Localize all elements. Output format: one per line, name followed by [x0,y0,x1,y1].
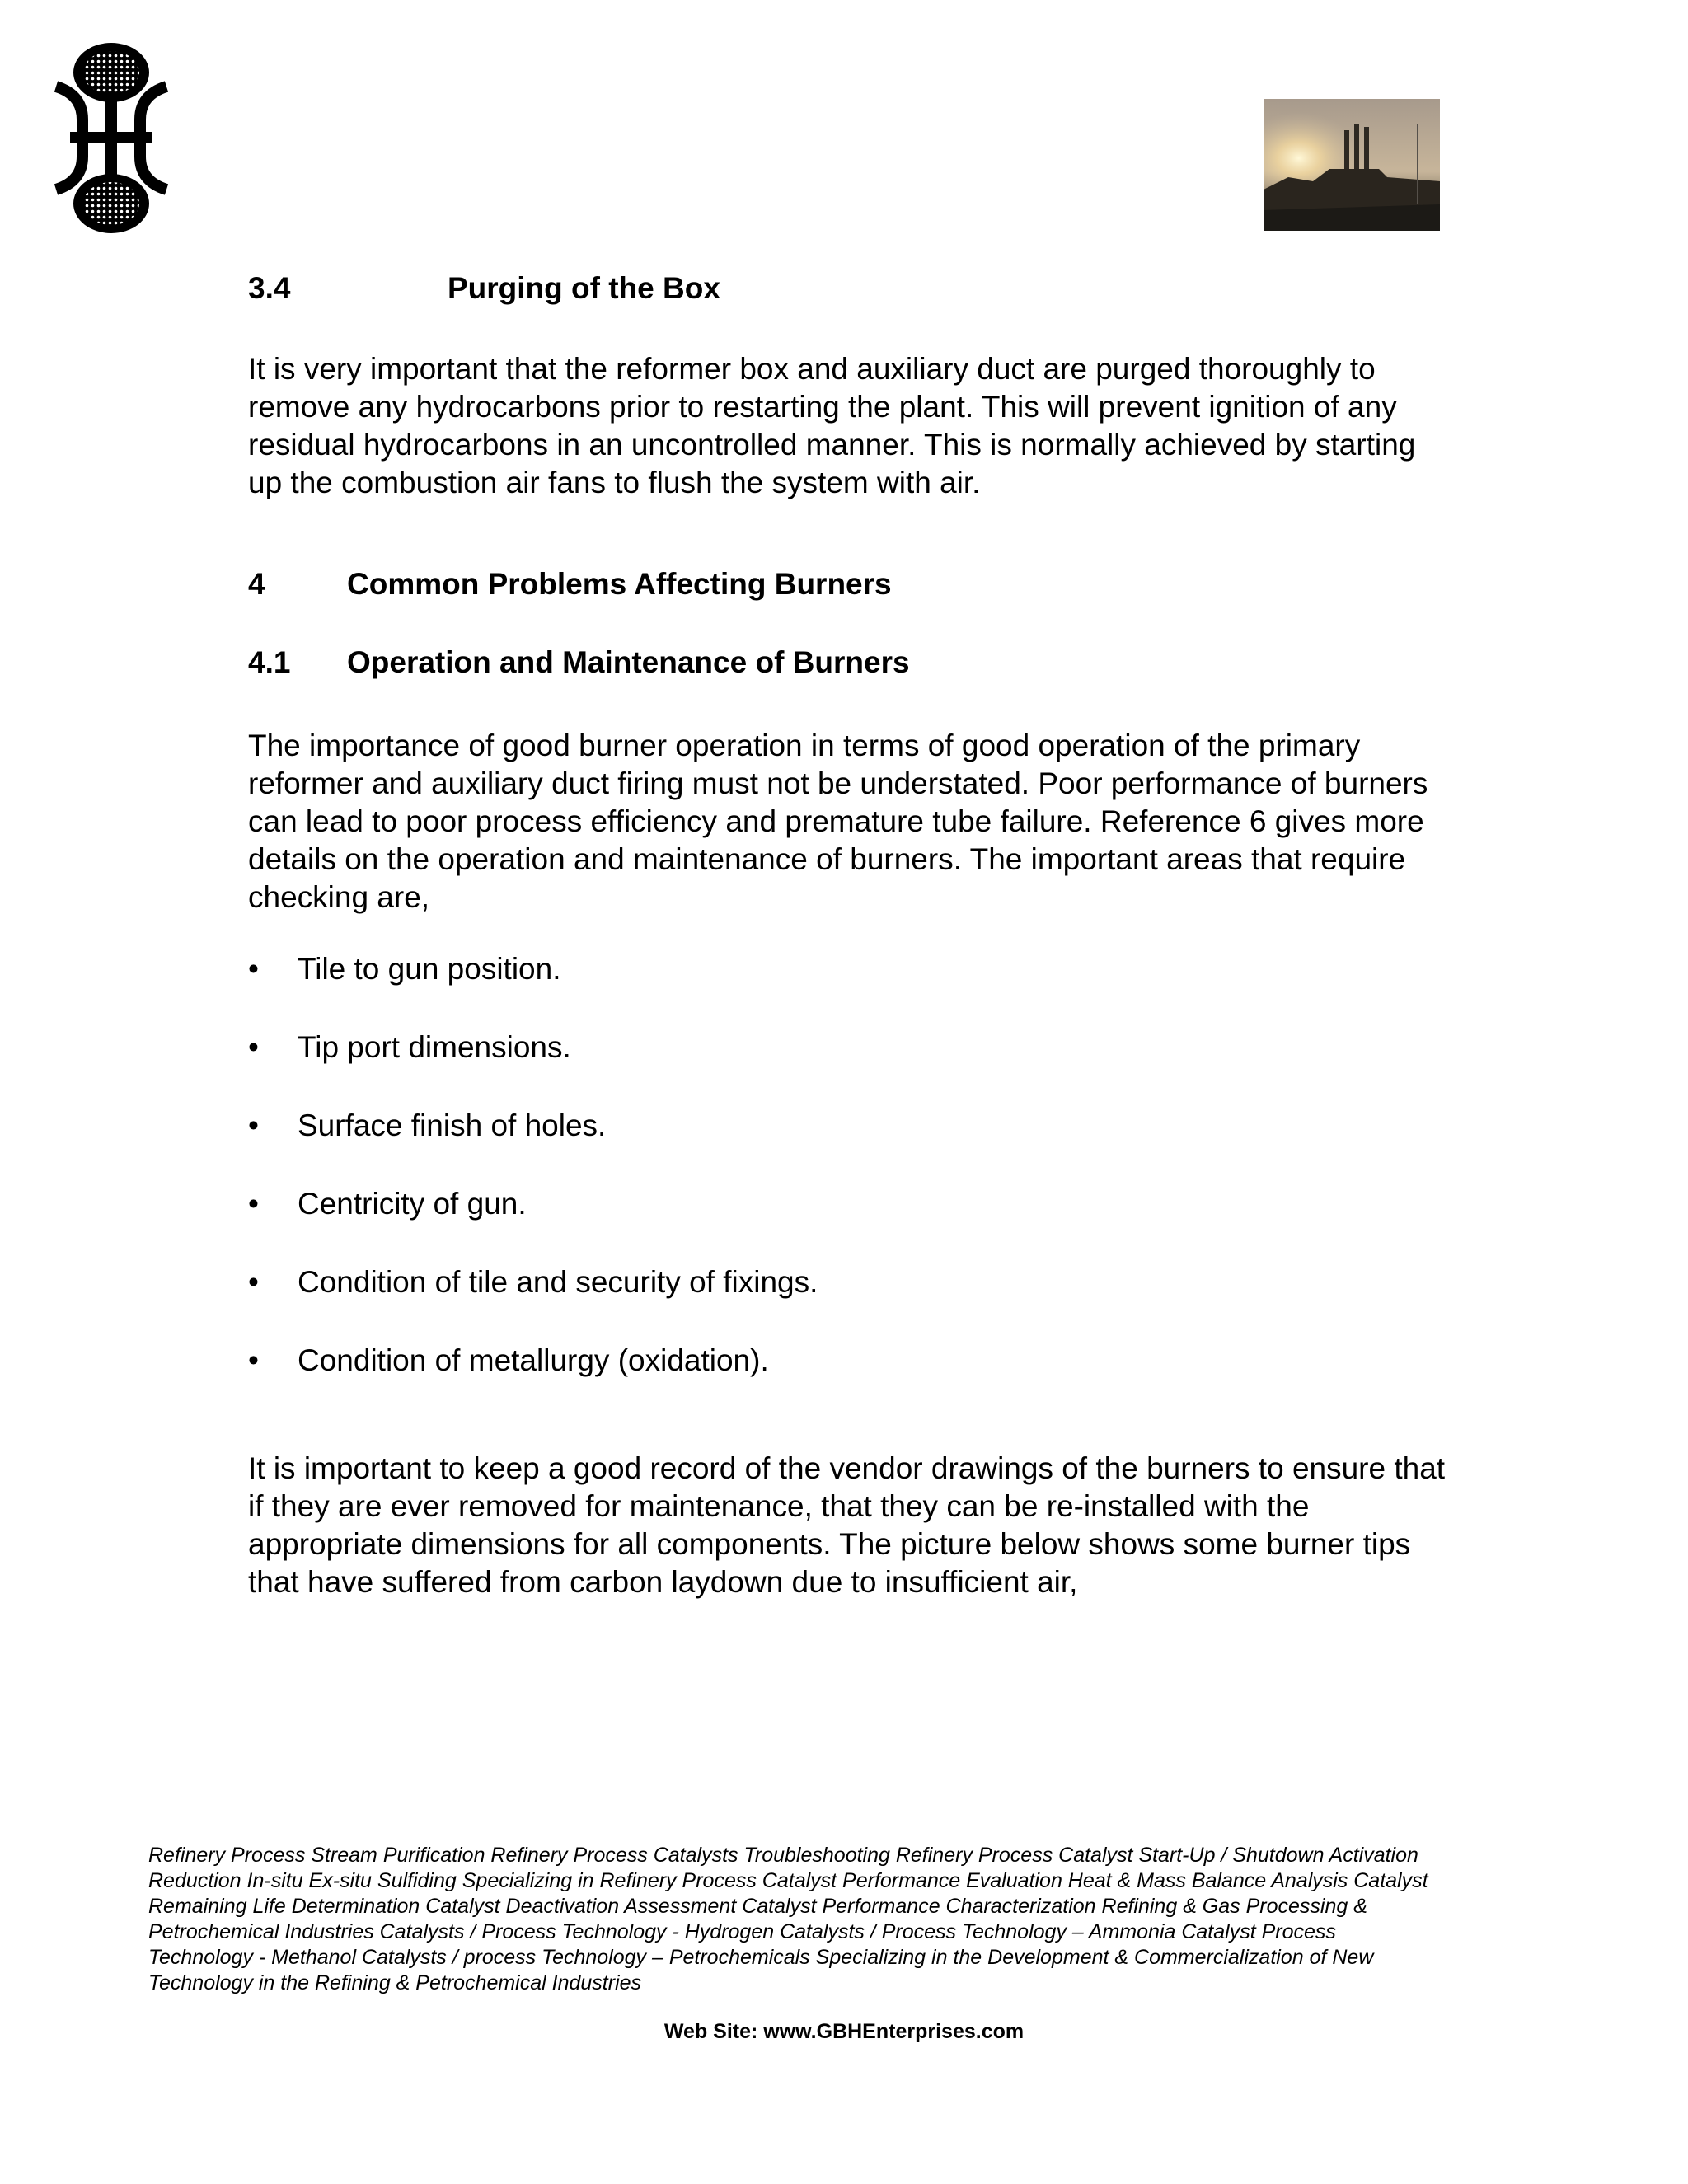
company-logo-icon [49,41,173,235]
bullet-icon: • [248,1030,259,1064]
footer-services-text: Refinery Process Stream Purification Refinery Process Catalysts Troubleshooting Refinery Process Catalyst Start-Up / Shutdown Activation Reduction In-situ Ex-situ Sulfiding Specializing in Refinery Process Catalyst Performance Evaluation Heat & Mass Balance Analysis Catalyst Remaining Life Determination Catalyst Deactivation Assessment Catalyst Performance Characterization Refining & Gas Processing & Petrochemical Industries Catalysts / Process Technology - Hydrogen Catalysts / Process Technology – Ammonia Catalyst Process Technology - Methanol Catalysts / process Technology – Petrochemicals Specializing in the Development & Commercialization of New Technology in the Refining & Petrochemical Industries [148,1844,1428,1994]
section-number: 4 [248,567,265,601]
bullet-icon: • [248,952,259,986]
section-4-1-heading [248,644,1451,681]
list-item: • Centricity of gun. [248,1187,527,1221]
list-item: • Condition of metallurgy (oxidation). [248,1343,769,1377]
list-item: • Tip port dimensions. [248,1030,571,1064]
bullet-icon: • [248,1187,259,1221]
section-number: 3.4 [248,271,291,305]
bullet-icon: • [248,1265,259,1299]
list-item: • Condition of tile and security of fixings. [248,1265,818,1299]
section-title: Operation and Maintenance of Burners [347,645,910,679]
list-item: • Surface finish of holes. [248,1108,607,1142]
refinery-sunset-photo [1264,99,1440,231]
checking-list [248,951,1451,1379]
purging-paragraph: It is very important that the reformer box and auxiliary duct are purged thoroughly to remove any hydrocarbons prior to restarting the plant. This will prevent ignition of any residual hydrocarbons in an uncontrolled manner. This is normally achieved by starting up the combustion air fans to flush the system with air. [248,352,1416,499]
section-4-heading [248,566,1451,602]
bullet-icon: • [248,1343,259,1377]
burners-paragraph: The importance of good burner operation in terms of good operation of the primary reformer and auxiliary duct firing must not be understated. Poor performance of burners can lead to poor process efficiency and premature tube failure. Reference 6 gives more details on the operation and maintenance of burners. The important areas that require checking are, [248,729,1428,914]
closing-paragraph: It is important to keep a good record of the vendor drawings of the burners to ensure that if they are ever removed for maintenance, that they can be re-installed with the appropriate dimensions for all components. The picture below shows some burner tips that have suffered from carbon laydown due to insufficient air, [248,1451,1446,1599]
main-content [248,264,1451,1601]
bullet-icon: • [248,1108,259,1142]
section-title: Common Problems Affecting Burners [347,567,892,601]
section-number: 4.1 [248,645,291,679]
list-item: • Tile to gun position. [248,952,561,986]
footer-website: Web Site: www.GBHEnterprises.com [663,2020,1025,2043]
section-3-4-heading [248,270,1451,307]
section-title: Purging of the Box [448,271,720,305]
